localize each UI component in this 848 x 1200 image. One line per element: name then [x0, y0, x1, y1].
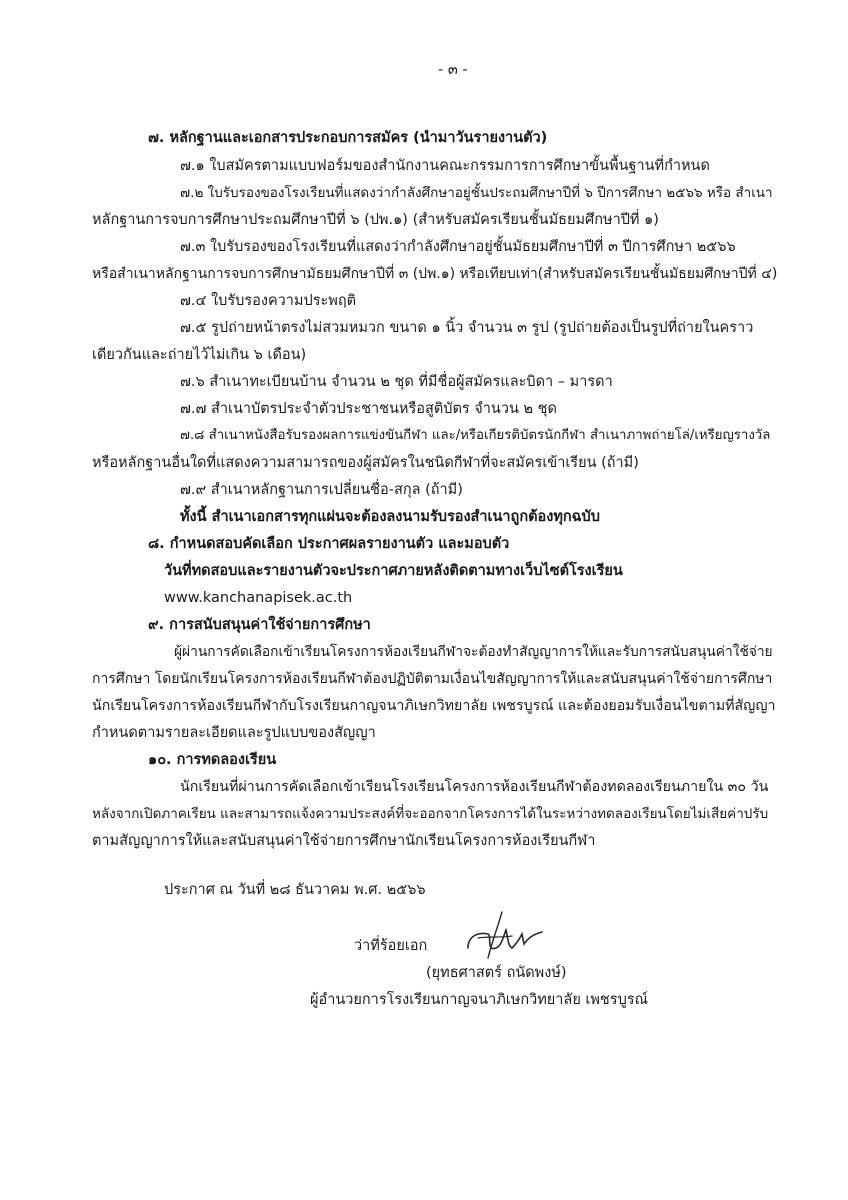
section-7-item-9: ๗.๙ สำเนาหลักฐานการเปลี่ยนชื่อ-สกุล (ถ้ามี) [180, 482, 463, 498]
section-8-website: www.kanchanapisek.ac.th [164, 590, 353, 606]
signatory-name: (ยุทธศาสตร์ ถนัดพงษ์) [426, 965, 567, 981]
section-9-heading: ๙. การสนับสนุนค่าใช้จ่ายการศึกษา [148, 617, 371, 633]
section-9-line-3: นักเรียนโครงการห้องเรียนกีฬากับโรงเรียนกาญจนาภิเษกวิทยาลัย เพชรบูรณ์ และต้องยอมรับเงื่อนไขตามที่สัญญา [92, 698, 776, 714]
section-7-item-2-line-2: หลักฐานการจบการศึกษาประถมศึกษาปีที่ ๖ (ปพ.๑) (สำหรับสมัครเรียนชั้นมัธยมศึกษาปีที่ ๑) [92, 212, 659, 228]
signature-image [462, 908, 548, 962]
section-10-line-3: ตามสัญญาการให้และสนับสนุนค่าใช้จ่ายการศึกษานักเรียนโครงการห้องเรียนกีฬา [92, 833, 596, 849]
section-7-item-7: ๗.๗ สำเนาบัตรประจำตัวประชาชนหรือสูติบัตร จำนวน ๒ ชุด [180, 401, 557, 417]
section-7-item-4: ๗.๔ ใบรับรองความประพฤติ [180, 293, 357, 309]
section-7-item-2-line-1: ๗.๒ ใบรับรองของโรงเรียนที่แสดงว่ากำลังศึกษาอยู่ชั้นประถมศึกษาปีที่ ๖ ปีการศึกษา ๒๕๖๖ หรือ สำเนา [180, 185, 773, 201]
section-7-item-5-line-1: ๗.๕ รูปถ่ายหน้าตรงไม่สวมหมวก ขนาด ๑ นิ้ว จำนวน ๓ รูป (รูปถ่ายต้องเป็นรูปที่ถ่ายในคราว [180, 320, 754, 336]
section-10-line-1: นักเรียนที่ผ่านการคัดเลือกเข้าเรียนโรงเรียนโครงการห้องเรียนกีฬาต้องทดลองเรียนภายใน ๓๐ วัน [180, 779, 769, 795]
page-number: - ๓ - [438, 62, 468, 78]
section-10-line-2: หลังจากเปิดภาคเรียน และสามารถแจ้งความประสงค์ที่จะออกจากโครงการได้ในระหว่างทดลองเรียนโดยไม่เสียค่าปรับ [92, 806, 769, 822]
signatory-position: ผู้อำนวยการโรงเรียนกาญจนาภิเษกวิทยาลัย เพชรบูรณ์ [310, 992, 649, 1008]
section-7-item-8-line-2: หรือหลักฐานอื่นใดที่แสดงความสามารถของผู้สมัครในชนิดกีฬาที่จะสมัครเข้าเรียน (ถ้ามี) [92, 455, 639, 471]
section-7-item-3-line-1: ๗.๓ ใบรับรองของโรงเรียนที่แสดงว่ากำลังศึกษาอยู่ชั้นมัธยมศึกษาปีที่ ๓ ปีการศึกษา ๒๕๖๖ [180, 239, 736, 255]
section-7-note: ทั้งนี้ สำเนาเอกสารทุกแผ่นจะต้องลงนามรับรองสำเนาถูกต้องทุกฉบับ [180, 509, 600, 525]
section-7-item-1: ๗.๑ ใบสมัครตามแบบฟอร์มของสำนักงานคณะกรรมการการศึกษาขั้นพื้นฐานที่กำหนด [180, 158, 710, 174]
section-7-item-6: ๗.๖ สำเนาทะเบียนบ้าน จำนวน ๒ ชุด ที่มีชื่อผู้สมัครและบิดา – มารดา [180, 374, 613, 390]
section-9-line-1: ผู้ผ่านการคัดเลือกเข้าเรียนโครงการห้องเรียนกีฬาจะต้องทำสัญญาการให้และรับการสนับสนุนค่าใช้จ่าย [174, 644, 773, 660]
section-9-line-2: การศึกษา โดยนักเรียนโครงการห้องเรียนกีฬาต้องปฏิบัติตามเงื่อนไขสัญญาการให้และสนับสนุนค่าใช้จ่ายการศึกษา [92, 671, 773, 687]
announcement-date: ประกาศ ณ วันที่ ๒๘ ธันวาคม พ.ศ. ๒๕๖๖ [164, 882, 426, 898]
section-8-heading: ๘. กำหนดสอบคัดเลือก ประกาศผลรายงานตัว และมอบตัว [148, 536, 510, 552]
section-7-item-5-line-2: เดียวกันและถ่ายไว้ไม่เกิน ๖ เดือน) [92, 347, 307, 363]
signatory-rank: ว่าที่ร้อยเอก [354, 938, 428, 954]
section-7-item-8-line-1: ๗.๘ สำเนาหนังสือรับรองผลการแข่งขันกีฬา และ/หรือเกียรติบัตรนักกีฬา สำเนาภาพถ่ายโล่/เหรียญรางวัล [180, 428, 771, 443]
section-9-line-4: กำหนดตามรายละเอียดและรูปแบบของสัญญา [92, 725, 376, 741]
section-7-item-3-line-2: หรือสำเนาหลักฐานการจบการศึกษามัธยมศึกษาปีที่ ๓ (ปพ.๑) หรือเทียบเท่า(สำหรับสมัครเรียนชั้นมัธยมศึกษาปีที่ ๔) [92, 266, 778, 282]
section-7-heading: ๗. หลักฐานและเอกสารประกอบการสมัคร (นำมาวันรายงานตัว) [148, 130, 548, 146]
section-8-line-1: วันที่ทดสอบและรายงานตัวจะประกาศภายหลังติดตามทางเว็บไซต์โรงเรียน [164, 563, 623, 579]
section-10-heading: ๑๐. การทดลองเรียน [148, 752, 277, 768]
